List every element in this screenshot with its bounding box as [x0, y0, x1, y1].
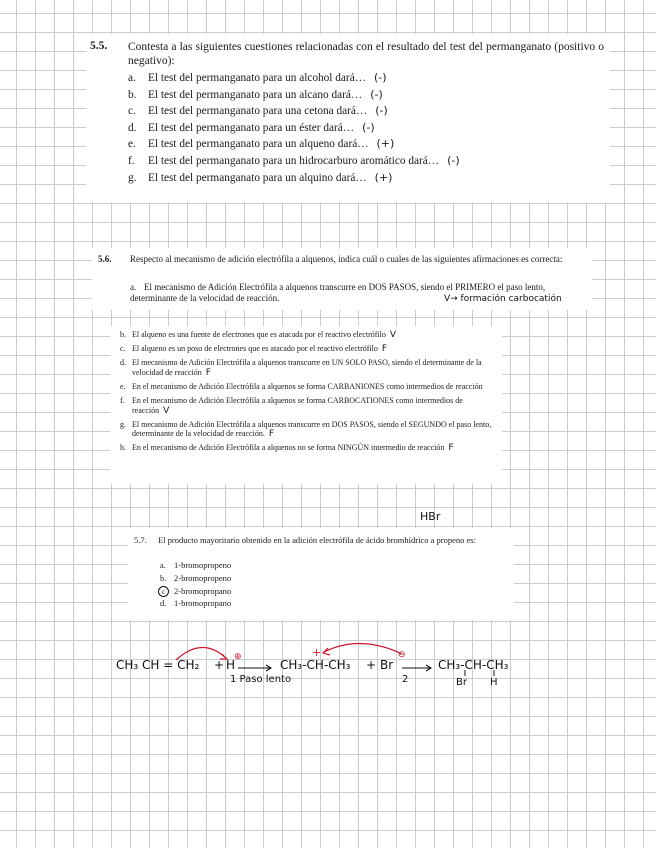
list-item: c. El alqueno es un poso de electrones que es atacado por el reactivo electrófilo F	[120, 344, 388, 355]
answer-list	[160, 560, 231, 611]
question-text: Contesta a las siguientes cuestiones relacionadas con el resultado del test del permanganato (positivo o negativo):	[128, 41, 604, 67]
list-item: d. El test del permanganato para un éster dará… (-)	[128, 120, 375, 134]
question-5-6-options-card	[110, 326, 502, 484]
handwritten-answer: V	[389, 330, 397, 340]
handwritten-answer: F	[205, 367, 211, 378]
handwritten-hbr-note: HBr	[420, 510, 441, 523]
list-item: d. 1-bromopropano	[160, 598, 232, 609]
negative-charge-icon: ⊖	[398, 650, 406, 660]
reaction-mechanism	[110, 640, 550, 700]
carbocation-intermediate: CH₃-CH-CH₃	[280, 658, 351, 672]
handwritten-answer: (+)	[376, 137, 395, 151]
handwritten-answer: F	[268, 429, 275, 440]
list-item: e. El test del permanganato para un alqueno dará… (+)	[128, 137, 395, 151]
list-item: f. En el mecanismo de Adición Electrófila a alquenos se forma CARBOCATIONES como intermedios de reacción V	[120, 395, 463, 416]
proton: H	[226, 658, 236, 672]
bromide: Br	[380, 658, 394, 672]
question-5-6-card	[92, 248, 592, 310]
handwritten-answer: (+)	[374, 170, 393, 184]
list-item: f. El test del permanganato para un hidrocarburo aromático dará… (-)	[128, 153, 460, 167]
handwritten-answer: (-)	[375, 104, 388, 118]
list-item: g. El test del permanganato para un alquino dará… (+)	[128, 170, 393, 184]
curved-arrow-icon	[324, 643, 402, 654]
list-item: d. El mecanismo de Adición Electrófila a alquenos transcurre en UN SOLO PASO, siendo el determinante de la velocidad de reacción F	[120, 358, 482, 378]
list-item: a. 1-bromopropeno	[160, 560, 232, 570]
selected-option: c 2-bromopropano	[160, 586, 231, 599]
carbocation-charge: +	[312, 646, 322, 659]
handwritten-answer: F	[381, 344, 388, 355]
handwritten-answer: (-)	[447, 153, 460, 167]
list-item: b. El test del permanganato para un alcano dará… (-)	[128, 87, 383, 101]
answer-list	[120, 330, 500, 457]
positive-charge-icon: ⊕	[234, 652, 242, 662]
question-5-5-card	[86, 34, 610, 202]
step-2-label: 2	[402, 674, 409, 685]
plus-sign: +	[214, 658, 225, 672]
list-item: h. En el mecanismo de Adición Electrófila a alquenos no se forma NINGÚN intermedio de reacción F	[120, 443, 454, 454]
br-substituent: Br	[456, 677, 467, 688]
circle-mark-icon: c	[158, 586, 169, 597]
question-number: 5.5.	[90, 40, 108, 52]
list-item: c. El test del permanganato para una cetona dará… (-)	[128, 104, 388, 118]
handwritten-answer: (-)	[362, 120, 375, 134]
list-item: a. El mecanismo de Adición Electrófila a alquenos transcurre en DOS PASOS, siendo el PRIMERO el paso lento, determinante de la velocidad de reacción.	[130, 282, 546, 303]
handwritten-answer: F	[448, 443, 454, 454]
plus-sign: +	[366, 658, 377, 672]
question-text: Respecto al mecanismo de adición electrófila a alquenos, indica cuál o cuales de las siguientes afirmaciones es correcta:	[130, 254, 563, 264]
step-1-label: 1 Paso lento	[230, 674, 292, 685]
product-2-bromopropane: CH₃-CH-CH₃	[438, 658, 509, 672]
list-item: a. El test del permanganato para un alcohol dará… (-)	[128, 71, 387, 84]
list-item: b. El alqueno es una fuente de electrones que es atacada por el reactivo electrófilo V	[120, 330, 397, 340]
reactant-propene: CH₃ CH = CH₂	[116, 658, 200, 672]
h-substituent: H	[490, 677, 498, 688]
question-number: 5.7.	[134, 535, 147, 545]
question-text: El producto mayoritario obtenido en la adición electrófila de ácido bromhídrico a propeno es:	[158, 535, 476, 545]
handwritten-answer: V	[163, 405, 170, 416]
question-5-7-card	[128, 528, 514, 620]
question-number: 5.6.	[98, 254, 112, 264]
list-item: b. 2-bromopropeno	[160, 572, 232, 583]
handwritten-answer: V→ formación carbocatión	[444, 294, 562, 304]
list-item: g. El mecanismo de Adición Electrófila a alquenos transcurre en DOS PASOS, siendo el SEGUNDO el paso lento, determinante de la velocidad de reacción. F	[120, 419, 492, 440]
handwritten-answer: (-)	[370, 87, 383, 101]
list-item: e. En el mecanismo de Adición Electrófila a alquenos se forma CARBANIONES como intermedios de reacción	[120, 381, 483, 391]
handwritten-answer: (-)	[374, 71, 387, 84]
answer-list	[128, 71, 608, 187]
